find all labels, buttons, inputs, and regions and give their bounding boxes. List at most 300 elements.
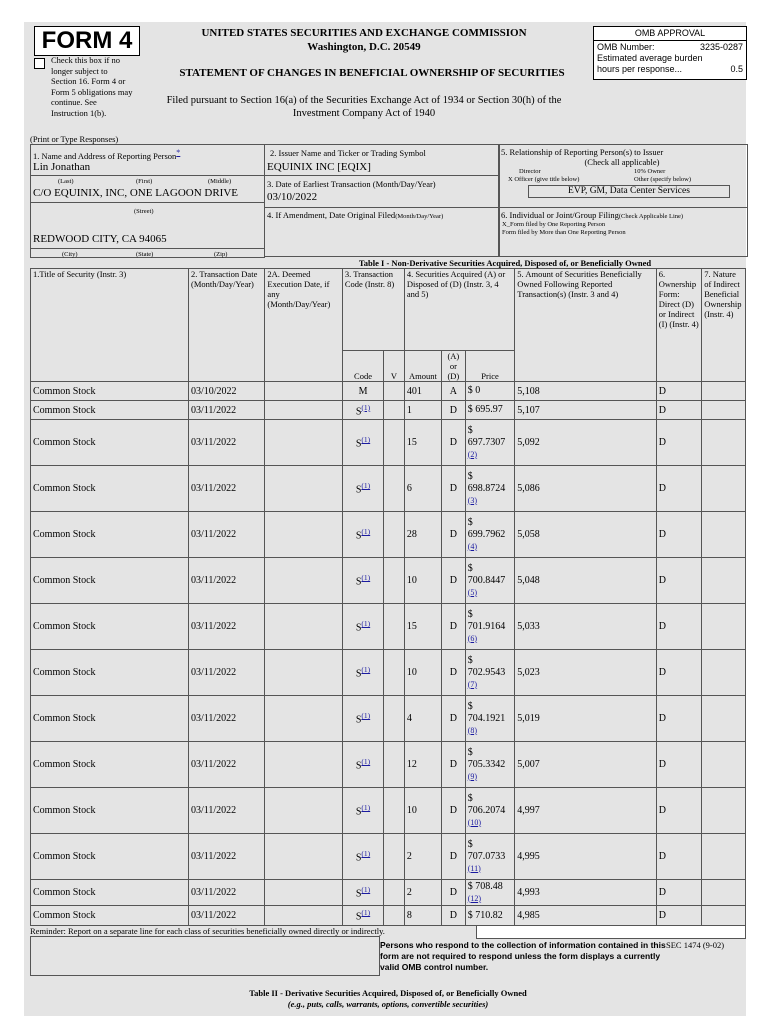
officer-mark: X	[508, 176, 513, 183]
price-value: $ 0	[467, 385, 481, 396]
cell-transaction-date: 03/11/2022	[189, 558, 265, 604]
divider	[30, 248, 264, 249]
col-code: Code	[342, 351, 383, 382]
reporter-label: 1. Name and Address of Reporting Person	[33, 150, 177, 161]
cell-ownership-form: D	[656, 420, 701, 466]
footnote-link[interactable]: (1)	[361, 481, 371, 491]
price-footnote-link[interactable]: (5)	[467, 587, 478, 597]
statement-title: STATEMENT OF CHANGES IN BENEFICIAL OWNERSHIP OF SECURITIES	[179, 67, 565, 79]
cell-code	[342, 834, 383, 880]
cell-price	[465, 382, 515, 401]
table1-title: Table I - Non-Derivative Securities Acquired, Disposed of, or Beneficially Owned	[358, 258, 652, 268]
table-row	[31, 788, 746, 834]
cell-nature-indirect	[702, 650, 746, 696]
divider	[264, 175, 498, 176]
cell-deemed-date	[265, 650, 342, 696]
first-caption: (First)	[136, 178, 153, 185]
price-value: $ 702.9543	[467, 654, 506, 678]
cell-amount-owned: 5,107	[515, 401, 656, 420]
cell-price	[465, 650, 515, 696]
footnote-link[interactable]: (1)	[361, 665, 371, 675]
cell-ownership-form: D	[656, 696, 701, 742]
cell-transaction-date: 03/11/2022	[189, 742, 265, 788]
divider	[30, 202, 264, 203]
price-value: $ 698.8724	[467, 470, 506, 494]
cell-transaction-date: 03/11/2022	[189, 512, 265, 558]
city-caption: (City)	[62, 251, 78, 258]
table-row	[31, 906, 746, 926]
earliest-value: 03/10/2022	[267, 191, 318, 203]
cell-v	[384, 604, 405, 650]
cell-amount-owned: 5,092	[515, 420, 656, 466]
remarks-box	[30, 936, 380, 976]
price-value: $ 708.48	[467, 880, 503, 892]
table2-subtitle: (e.g., puts, calls, warrants, options, convertible securities)	[287, 999, 489, 1009]
omb-number-label: OMB Number:	[597, 42, 655, 52]
issuer-value: EQUINIX INC [EQIX]	[267, 161, 371, 173]
cell-code	[342, 558, 383, 604]
cell-deemed-date	[265, 401, 342, 420]
cell-price	[465, 834, 515, 880]
col-nature-indirect: 7. Nature of Indirect Beneficial Ownership (Instr. 4)	[702, 269, 746, 382]
reporter-asterisk-link[interactable]: *	[176, 148, 181, 157]
omb-approval-box	[593, 26, 747, 80]
cell-price	[465, 401, 515, 420]
last-caption: (Last)	[58, 178, 74, 185]
cell-price	[465, 466, 515, 512]
col-transaction-date: 2. Transaction Date (Month/Day/Year)	[189, 269, 265, 382]
table2-heading	[30, 988, 746, 1010]
state-caption: (State)	[136, 251, 154, 258]
cell-nature-indirect	[702, 420, 746, 466]
code-value: S	[355, 576, 362, 588]
cell-v	[384, 466, 405, 512]
footnote-link[interactable]: (1)	[361, 527, 371, 537]
cell-nature-indirect	[702, 558, 746, 604]
cell-price	[465, 558, 515, 604]
cell-ownership-form: D	[656, 650, 701, 696]
cell-deemed-date	[265, 696, 342, 742]
cell-a-or-d: D	[441, 401, 465, 420]
filing-label-small: (Check Applicable Line)	[618, 213, 684, 220]
cell-price	[465, 512, 515, 558]
omb-hours-label: hours per response...	[597, 64, 683, 74]
footnote-link[interactable]: (1)	[361, 885, 371, 895]
cell-amount-owned: 5,019	[515, 696, 656, 742]
omb-hours-row	[597, 64, 743, 74]
table-row	[31, 382, 746, 401]
cell-a-or-d: D	[441, 880, 465, 906]
cell-code	[342, 880, 383, 906]
cell-code	[342, 906, 383, 926]
code-value: S	[355, 530, 362, 542]
issuer-label: 2. Issuer Name and Ticker or Trading Symbol	[270, 148, 426, 158]
cell-price	[465, 906, 515, 926]
price-value: $ 700.8447	[467, 562, 506, 586]
footnote-link[interactable]: (1)	[361, 908, 371, 918]
cell-nature-indirect	[702, 834, 746, 880]
cell-amount: 8	[404, 906, 441, 926]
cell-amount: 6	[404, 466, 441, 512]
cell-security: Common Stock	[31, 558, 189, 604]
cell-transaction-date: 03/11/2022	[189, 604, 265, 650]
cell-deemed-date	[265, 512, 342, 558]
checkbox-text: Check this box if no longer subject to Section 16. Form 4 or Form 5 obligations may continue. See Instruction 1(b).	[51, 55, 133, 118]
cell-amount: 10	[404, 558, 441, 604]
code-value: S	[355, 714, 362, 726]
cell-transaction-date: 03/11/2022	[189, 834, 265, 880]
form-name: FORM 4	[34, 26, 140, 56]
price-value: $ 697.7307	[467, 424, 506, 448]
earliest-label: 3. Date of Earliest Transaction (Month/Day/Year)	[267, 179, 436, 189]
cell-nature-indirect	[702, 401, 746, 420]
cell-code	[342, 401, 383, 420]
cell-ownership-form: D	[656, 466, 701, 512]
cell-transaction-date: 03/11/2022	[189, 696, 265, 742]
cell-amount: 401	[404, 382, 441, 401]
cell-transaction-date: 03/11/2022	[189, 906, 265, 926]
cell-a-or-d: D	[441, 512, 465, 558]
code-value: S	[355, 852, 362, 864]
price-footnote-link[interactable]: (4)	[467, 541, 478, 551]
cell-v	[384, 906, 405, 926]
print-note: (Print or Type Responses)	[30, 134, 119, 144]
relationship-sub: (Check all applicable)	[584, 157, 660, 167]
reporter-city: REDWOOD CITY, CA 94065	[33, 233, 167, 245]
cell-ownership-form: D	[656, 382, 701, 401]
price-footnote-link[interactable]: (3)	[467, 495, 478, 505]
cell-a-or-d: D	[441, 788, 465, 834]
reminder: Reminder: Report on a separate line for each class of securities beneficially owned directly or indirectly.	[30, 926, 385, 936]
cell-amount-owned: 5,007	[515, 742, 656, 788]
cell-v	[384, 788, 405, 834]
filed-pursuant	[144, 94, 584, 120]
cell-transaction-date: 03/11/2022	[189, 788, 265, 834]
cell-amount: 15	[404, 420, 441, 466]
price-value: $ 704.1921	[467, 700, 506, 724]
officer-title: EVP, GM, Data Center Services	[568, 186, 690, 196]
cell-v	[384, 696, 405, 742]
reminder-input[interactable]	[476, 925, 746, 939]
amendment-label: 4. If Amendment, Date Original Filed	[267, 210, 396, 220]
cell-code	[342, 382, 383, 401]
cell-ownership-form: D	[656, 788, 701, 834]
filing-opt1: Form filed by One Reporting Person	[509, 221, 606, 228]
cell-amount-owned: 5,033	[515, 604, 656, 650]
cell-a-or-d: D	[441, 696, 465, 742]
cell-v	[384, 420, 405, 466]
cell-amount: 2	[404, 880, 441, 906]
code-value: M	[358, 385, 368, 397]
col-a-or-d: (A) or (D)	[441, 351, 465, 382]
omb-number-row	[597, 42, 743, 52]
table-row	[31, 604, 746, 650]
filing-label: 6. Individual or Joint/Group Filing	[501, 210, 619, 220]
amendment-label-wrap	[267, 210, 443, 222]
cell-a-or-d: D	[441, 742, 465, 788]
cell-a-or-d: D	[441, 834, 465, 880]
cell-a-or-d: D	[441, 906, 465, 926]
col-title-security: 1.Title of Security (Instr. 3)	[31, 269, 189, 382]
cell-nature-indirect	[702, 382, 746, 401]
cell-nature-indirect	[702, 788, 746, 834]
relationship-label: 5. Relationship of Reporting Person(s) to Issuer	[501, 147, 664, 157]
cell-amount: 10	[404, 788, 441, 834]
cell-a-or-d: D	[441, 466, 465, 512]
cell-ownership-form: D	[656, 834, 701, 880]
reporter-address: C/O EQUINIX, INC, ONE LAGOON DRIVE	[33, 187, 239, 199]
cell-code	[342, 512, 383, 558]
code-value: S	[355, 911, 362, 923]
footnote-link[interactable]: (1)	[361, 435, 371, 445]
price-footnote-link[interactable]: (10)	[467, 817, 482, 827]
cell-price	[465, 788, 515, 834]
code-value: S	[355, 888, 362, 900]
price-value: $ 701.9164	[467, 608, 506, 632]
cell-price	[465, 420, 515, 466]
cell-deemed-date	[265, 382, 342, 401]
cell-deemed-date	[265, 466, 342, 512]
cell-amount: 15	[404, 604, 441, 650]
cell-deemed-date	[265, 742, 342, 788]
other-option[interactable]: Other (specify below)	[634, 176, 692, 183]
cell-a-or-d: A	[441, 382, 465, 401]
cell-price	[465, 742, 515, 788]
cell-nature-indirect	[702, 466, 746, 512]
cell-amount-owned: 5,058	[515, 512, 656, 558]
cell-price	[465, 880, 515, 906]
footnote-link[interactable]: (1)	[361, 711, 371, 721]
omb-number: 3235-0287	[699, 42, 743, 52]
cell-v	[384, 558, 405, 604]
footnote-link[interactable]: (1)	[361, 849, 371, 859]
price-value: $ 706.2074	[467, 792, 506, 816]
code-value: S	[355, 668, 362, 680]
table-row	[31, 742, 746, 788]
price-footnote-link[interactable]: (9)	[467, 771, 478, 781]
cell-transaction-date: 03/10/2022	[189, 382, 265, 401]
cell-transaction-date: 03/11/2022	[189, 420, 265, 466]
cell-ownership-form: D	[656, 906, 701, 926]
table-row	[31, 696, 746, 742]
cell-security: Common Stock	[31, 880, 189, 906]
col-deemed-date: 2A. Deemed Execution Date, if any (Month/Day/Year)	[265, 269, 342, 382]
footnote-link[interactable]: (1)	[361, 757, 371, 767]
omb-title: OMB APPROVAL	[594, 27, 746, 41]
cell-nature-indirect	[702, 696, 746, 742]
amendment-label-small: (Month/Day/Year)	[395, 213, 444, 220]
reporter-label-wrap	[33, 148, 180, 161]
agency-name: UNITED STATES SECURITIES AND EXCHANGE COMMISSION	[201, 27, 527, 39]
persons-notice: Persons who respond to the collection of information contained in this form are not required to respond unless the form displays a currently valid OMB control number.	[380, 940, 666, 972]
officer-option-wrap[interactable]	[508, 176, 579, 183]
omb-hours: 0.5	[730, 64, 743, 74]
cell-deemed-date	[265, 834, 342, 880]
cell-amount: 12	[404, 742, 441, 788]
price-value: $ 705.3342	[467, 746, 506, 770]
cell-code	[342, 742, 383, 788]
code-value: S	[355, 760, 362, 772]
price-footnote-link[interactable]: (7)	[467, 679, 478, 689]
cell-nature-indirect	[702, 906, 746, 926]
table-row	[31, 420, 746, 466]
price-value: $ 699.7962	[467, 516, 506, 540]
cell-ownership-form: D	[656, 742, 701, 788]
cell-transaction-date: 03/11/2022	[189, 880, 265, 906]
footnote-link[interactable]: (1)	[361, 619, 371, 629]
divider	[30, 175, 264, 176]
cell-security: Common Stock	[31, 788, 189, 834]
price-value: $ 707.0733	[467, 838, 506, 862]
price-footnote-link[interactable]: (2)	[467, 449, 478, 459]
price-value: $ 710.82	[467, 909, 503, 921]
ten-pct-option[interactable]: 10% Owner	[634, 168, 666, 175]
cell-v	[384, 650, 405, 696]
cell-security: Common Stock	[31, 834, 189, 880]
table1	[30, 268, 746, 926]
cell-security: Common Stock	[31, 382, 189, 401]
cell-security: Common Stock	[31, 742, 189, 788]
cell-amount-owned: 5,023	[515, 650, 656, 696]
cell-ownership-form: D	[656, 880, 701, 906]
cell-v	[384, 382, 405, 401]
price-value: $ 695.97	[467, 404, 503, 415]
code-value: S	[355, 484, 362, 496]
cell-ownership-form: D	[656, 558, 701, 604]
agency-header	[164, 26, 564, 54]
cell-security: Common Stock	[31, 650, 189, 696]
col-amount-owned: 5. Amount of Securities Beneficially Owned Following Reported Transaction(s) (Instr. 3 and 4)	[515, 269, 656, 382]
table1-body	[31, 269, 746, 926]
filing-opt1-mark: X	[502, 221, 507, 228]
cell-security: Common Stock	[31, 696, 189, 742]
cell-security: Common Stock	[31, 512, 189, 558]
cell-amount-owned: 5,048	[515, 558, 656, 604]
agency-location: Washington, D.C. 20549	[307, 41, 421, 53]
table-row	[31, 512, 746, 558]
cell-price	[465, 604, 515, 650]
filed-line-2: Investment Company Act of 1940	[292, 108, 436, 119]
cell-transaction-date: 03/11/2022	[189, 466, 265, 512]
cell-v	[384, 512, 405, 558]
code-value: S	[355, 406, 362, 418]
footnote-link[interactable]: (1)	[361, 402, 371, 412]
cell-deemed-date	[265, 906, 342, 926]
cell-a-or-d: D	[441, 650, 465, 696]
col-v: V	[384, 351, 405, 382]
director-option[interactable]: Director	[519, 168, 541, 175]
cell-amount-owned: 4,985	[515, 906, 656, 926]
footnote-link[interactable]: (1)	[361, 803, 371, 813]
filing-opt1-wrap[interactable]: X_Form filed by One Reporting Person	[502, 221, 606, 228]
cell-a-or-d: D	[441, 604, 465, 650]
col-securities-acquired: 4. Securities Acquired (A) or Disposed of (D) (Instr. 3, 4 and 5)	[404, 269, 514, 351]
cell-ownership-form: D	[656, 401, 701, 420]
cell-v	[384, 834, 405, 880]
cell-amount-owned: 5,086	[515, 466, 656, 512]
price-footnote-link[interactable]: (11)	[467, 863, 481, 873]
col-transaction-code: 3. Transaction Code (Instr. 8)	[342, 269, 404, 351]
table1-header-row	[31, 269, 746, 351]
sec-number: SEC 1474 (9-02)	[666, 940, 725, 950]
cell-a-or-d: D	[441, 420, 465, 466]
cell-ownership-form: D	[656, 604, 701, 650]
cell-amount-owned: 4,993	[515, 880, 656, 906]
cell-code	[342, 696, 383, 742]
col-price: Price	[465, 351, 515, 382]
table-row	[31, 650, 746, 696]
table-row	[31, 880, 746, 906]
cell-deemed-date	[265, 420, 342, 466]
cell-deemed-date	[265, 880, 342, 906]
no-longer-subject-checkbox[interactable]	[34, 58, 45, 69]
price-footnote-link[interactable]: (12)	[467, 893, 482, 903]
code-value: S	[355, 438, 362, 450]
cell-transaction-date: 03/11/2022	[189, 650, 265, 696]
table-row	[31, 401, 746, 420]
code-value: S	[355, 622, 362, 634]
cell-code	[342, 420, 383, 466]
filing-opt2[interactable]: Form filed by More than One Reporting Person	[502, 229, 626, 236]
middle-caption: (Middle)	[208, 178, 232, 185]
code-value: S	[355, 806, 362, 818]
cell-security: Common Stock	[31, 401, 189, 420]
cell-amount-owned: 4,995	[515, 834, 656, 880]
zip-caption: (Zip)	[214, 251, 228, 258]
cell-v	[384, 401, 405, 420]
cell-ownership-form: D	[656, 512, 701, 558]
cell-v	[384, 880, 405, 906]
price-footnote-link[interactable]: (6)	[467, 633, 478, 643]
cell-v	[384, 742, 405, 788]
cell-amount: 2	[404, 834, 441, 880]
cell-deemed-date	[265, 604, 342, 650]
price-footnote-link[interactable]: (8)	[467, 725, 478, 735]
cell-nature-indirect	[702, 604, 746, 650]
cell-security: Common Stock	[31, 466, 189, 512]
filed-line-1: Filed pursuant to Section 16(a) of the Securities Exchange Act of 1934 or Section 30(h) of the	[166, 95, 562, 106]
cell-nature-indirect	[702, 880, 746, 906]
officer-option: Officer (give title below)	[514, 176, 580, 183]
col-amount: Amount	[404, 351, 441, 382]
cell-amount-owned: 4,997	[515, 788, 656, 834]
cell-code	[342, 650, 383, 696]
cell-deemed-date	[265, 788, 342, 834]
cell-amount: 4	[404, 696, 441, 742]
cell-code	[342, 466, 383, 512]
footnote-link[interactable]: (1)	[361, 573, 371, 583]
form4-page	[24, 22, 746, 1016]
cell-price	[465, 696, 515, 742]
col-ownership-form: 6. Ownership Form: Direct (D) or Indirect (I) (Instr. 4)	[656, 269, 701, 382]
table-row	[31, 558, 746, 604]
cell-nature-indirect	[702, 512, 746, 558]
cell-amount-owned: 5,108	[515, 382, 656, 401]
cell-amount: 10	[404, 650, 441, 696]
cell-security: Common Stock	[31, 906, 189, 926]
cell-deemed-date	[265, 558, 342, 604]
cell-transaction-date: 03/11/2022	[189, 401, 265, 420]
table-row	[31, 466, 746, 512]
cell-a-or-d: D	[441, 558, 465, 604]
reporter-name: Lin Jonathan	[33, 161, 91, 173]
cell-code	[342, 604, 383, 650]
omb-burden-label: Estimated average burden	[597, 53, 703, 63]
table-row	[31, 834, 746, 880]
cell-nature-indirect	[702, 742, 746, 788]
cell-security: Common Stock	[31, 604, 189, 650]
cell-code	[342, 788, 383, 834]
